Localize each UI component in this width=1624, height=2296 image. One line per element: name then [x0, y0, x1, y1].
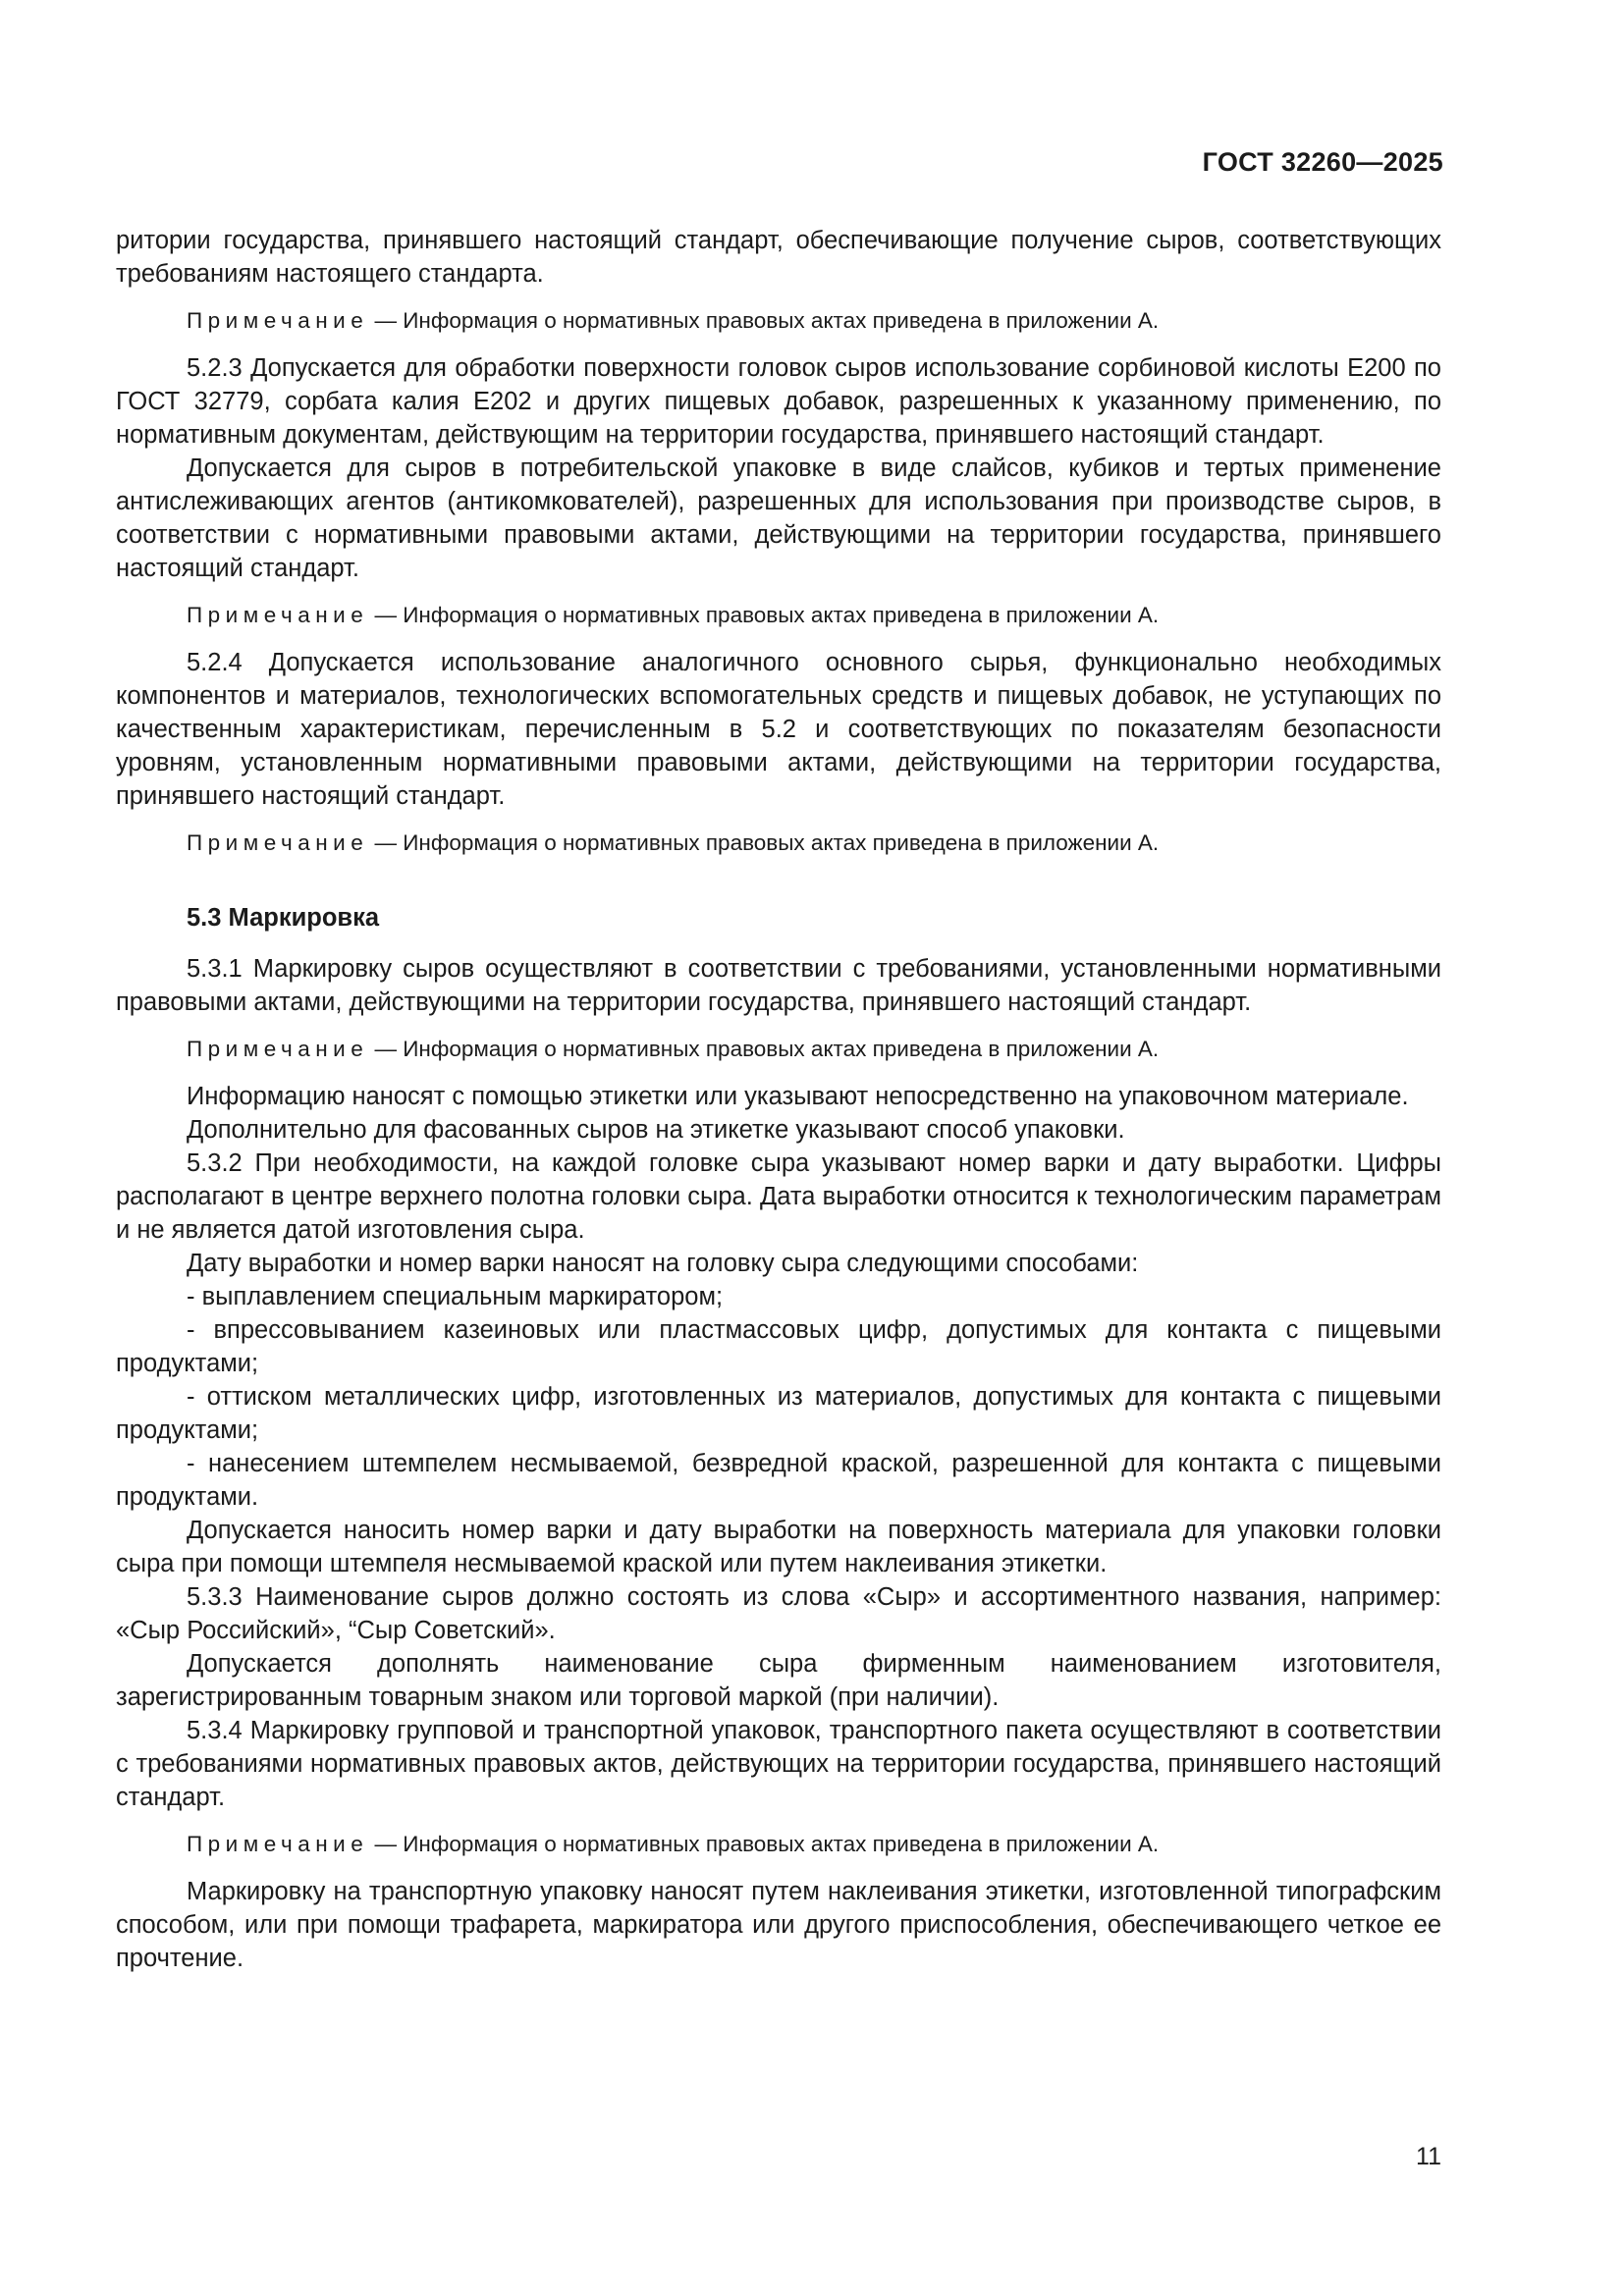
note-label: Примечание: [187, 1832, 369, 1856]
note-label: Примечание: [187, 603, 369, 627]
page-number: 11: [1416, 2143, 1441, 2170]
note: [116, 601, 1441, 630]
paragraph: Допускается наносить номер варки и дату выработки на поверхность материала для упаковки головки сыра при помощи штемпеля несмываемой краской или путем наклеивания этикетки.: [116, 1517, 1441, 1577]
paragraph: 5.2.4 Допускается использование аналогичного основного сырья, функционально необходимых компонентов и материалов, технологических вспомогательных средств и пищевых добавок, не уступающих по качественным характеристикам, перечисленным в 5.2 и соответствующих по показателям безопасности уровням, установленным нормативными правовыми актами, действующими на территории государства, принявшего настоящий стандарт.: [116, 649, 1441, 810]
note-text: — Информация о нормативных правовых актах приведена в приложении А.: [368, 308, 1160, 333]
note: [116, 306, 1441, 336]
paragraph: 5.2.3 Допускается для обработки поверхности головок сыров использование сорбиновой кислоты Е200 по ГОСТ 32779, сорбата калия Е202 и других пищевых добавок, разрешенных к указанному применению, по нормативным документам, действующим на территории государства, принявшего настоящий стандарт.: [116, 354, 1441, 449]
paragraph: 5.3.1 Маркировку сыров осуществляют в соответствии с требованиями, установленными нормативными правовыми актами, действующими на территории государства, принявшего настоящий стандарт.: [116, 955, 1441, 1016]
note-text: — Информация о нормативных правовых актах приведена в приложении А.: [368, 830, 1160, 855]
list-item: - нанесением штемпелем несмываемой, безвредной краской, разрешенной для контакта с пищевыми продуктами.: [116, 1450, 1441, 1511]
paragraph: 5.3.3 Наименование сыров должно состоять из слова «Сыр» и ассортиментного названия, например: «Сыр Российский», “Сыр Советский».: [116, 1583, 1441, 1644]
document-header: ГОСТ 32260—2025: [1202, 147, 1443, 177]
note-label: Примечание: [187, 830, 369, 855]
note-label: Примечание: [187, 308, 369, 333]
document-body: [116, 224, 1441, 1975]
list-item: - выплавлением специальным маркиратором;: [187, 1283, 724, 1310]
paragraph: 5.3.2 При необходимости, на каждой головке сыра указывают номер варки и дату выработки. Цифры располагают в центре верхнего полотна головки сыра. Дата выработки относится к технологическим параметрам и не является датой изготовления сыра.: [116, 1149, 1441, 1244]
note-label: Примечание: [187, 1037, 369, 1061]
note-text: — Информация о нормативных правовых актах приведена в приложении А.: [368, 603, 1160, 627]
paragraph: Дополнительно для фасованных сыров на этикетке указывают способ упаковки.: [187, 1116, 1125, 1144]
paragraph: Маркировку на транспортную упаковку наносят путем наклеивания этикетки, изготовленной типографским способом, или при помощи трафарета, маркиратора или другого приспособления, обеспечивающего четкое ее прочтение.: [116, 1878, 1441, 1972]
paragraph: 5.3.4 Маркировку групповой и транспортной упаковок, транспортного пакета осуществляют в соответствии с требованиями нормативных правовых актов, действующих на территории государства, принявшего настоящий стандарт.: [116, 1717, 1441, 1811]
note-text: — Информация о нормативных правовых актах приведена в приложении А.: [368, 1037, 1160, 1061]
paragraph: Допускается дополнять наименование сыра фирменным наименованием изготовителя, зарегистрированным товарным знаком или торговой маркой (при наличии).: [116, 1650, 1441, 1711]
note: [116, 1830, 1441, 1859]
note-text: — Информация о нормативных правовых актах приведена в приложении А.: [368, 1832, 1160, 1856]
list-item: - впрессовыванием казеиновых или пластмассовых цифр, допустимых для контакта с пищевыми продуктами;: [116, 1316, 1441, 1377]
note: [116, 828, 1441, 858]
paragraph: Информацию наносят с помощью этикетки или указывают непосредственно на упаковочном материале.: [187, 1083, 1409, 1110]
paragraph: Дату выработки и номер варки наносят на головку сыра следующими способами:: [187, 1250, 1139, 1277]
paragraph: ритории государства, принявшего настоящий стандарт, обеспечивающие получение сыров, соответствующих требованиям настоящего стандарта.: [116, 227, 1441, 288]
section-title: 5.3 Маркировка: [187, 904, 380, 932]
note: [116, 1035, 1441, 1064]
paragraph: Допускается для сыров в потребительской упаковке в виде слайсов, кубиков и тертых применение антислеживающих агентов (антикомкователей), разрешенных для использования при производстве сыров, в соответствии с нормативными правовыми актами, действующими на территории государства, принявшего настоящий стандарт.: [116, 454, 1441, 582]
list-item: - оттиском металлических цифр, изготовленных из материалов, допустимых для контакта с пищевыми продуктами;: [116, 1383, 1441, 1444]
